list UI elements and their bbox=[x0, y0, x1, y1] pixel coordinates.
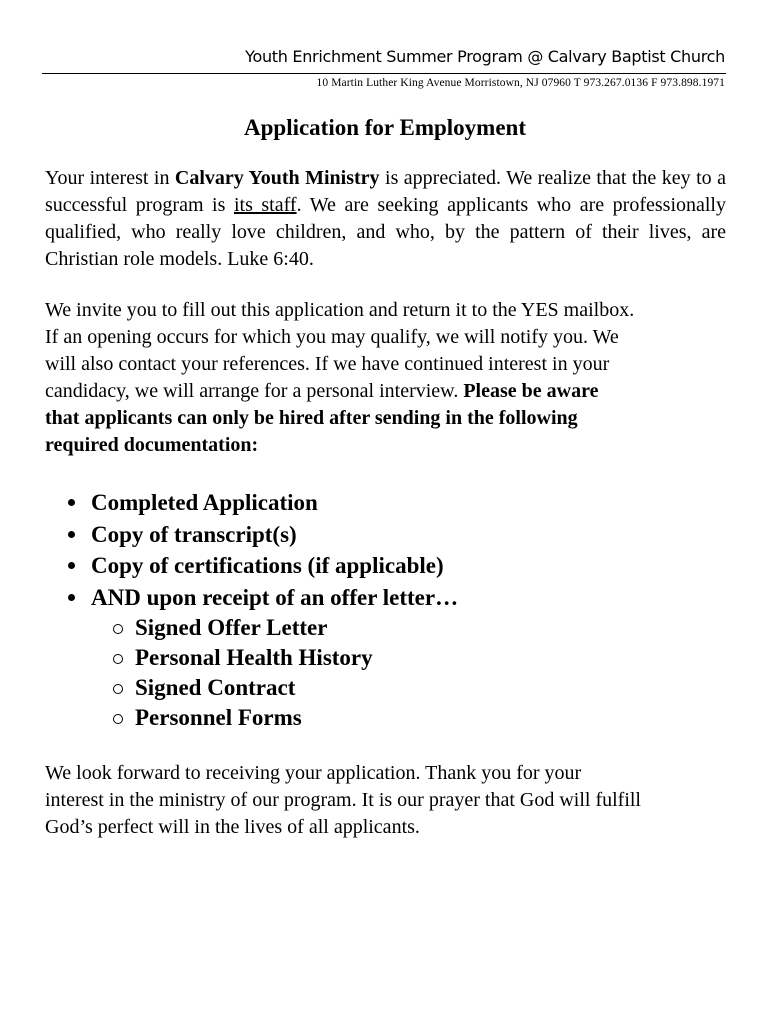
sub-list-item-label: Personnel Forms bbox=[135, 705, 302, 730]
bullet-icon bbox=[68, 594, 75, 601]
offer-letter-documents-list bbox=[68, 613, 458, 733]
closing-line-2: interest in the ministry of our program. It is our prayer that God will fulfill bbox=[45, 789, 641, 811]
list-item bbox=[68, 519, 458, 551]
offer-letter-sublist-container bbox=[68, 613, 458, 733]
list-item-label: Copy of certifications (if applicable) bbox=[91, 553, 444, 578]
sub-list-item-label: Signed Contract bbox=[135, 675, 296, 700]
instructions-line-1: We invite you to fill out this application and return it to the YES mailbox. bbox=[45, 299, 635, 321]
list-item bbox=[68, 582, 458, 614]
circle-bullet-icon bbox=[113, 714, 123, 724]
sub-list-item bbox=[113, 673, 458, 703]
instructions-line-3: will also contact your references. If we have continued interest in your bbox=[45, 353, 610, 375]
closing-line-3: God’s perfect will in the lives of all applicants. bbox=[45, 816, 420, 838]
sub-list-item-label: Signed Offer Letter bbox=[135, 615, 328, 640]
intro-paragraph bbox=[45, 165, 726, 273]
required-documents-list bbox=[68, 487, 458, 733]
instructions-line-2: If an opening occurs for which you may qualify, we will notify you. We bbox=[45, 326, 619, 348]
letterhead-address: 10 Martin Luther King Avenue Morristown, NJ 07960 T 973.267.0136 F 973.898.1971 bbox=[316, 77, 725, 89]
list-item-label: AND upon receipt of an offer letter… bbox=[91, 584, 459, 610]
circle-bullet-icon bbox=[113, 684, 123, 694]
circle-bullet-icon bbox=[113, 624, 123, 634]
bullet-icon bbox=[68, 562, 75, 569]
bullet-icon bbox=[68, 499, 75, 506]
letterhead-title: Youth Enrichment Summer Program @ Calvary Baptist Church bbox=[245, 47, 725, 66]
document-title: Application for Employment bbox=[244, 115, 526, 140]
notice-bold-3: required documentation: bbox=[45, 434, 259, 456]
notice-bold-1: Please be aware bbox=[463, 380, 599, 402]
list-item-label: Copy of transcript(s) bbox=[91, 521, 297, 547]
bullet-icon bbox=[68, 531, 75, 538]
ministry-name: Calvary Youth Ministry bbox=[174, 167, 380, 189]
list-item-label: Completed Application bbox=[91, 490, 318, 515]
instructions-line-4: candidacy, we will arrange for a personal interview. bbox=[45, 380, 464, 402]
closing-paragraph bbox=[45, 760, 726, 841]
sub-list-item-label: Personal Health History bbox=[135, 645, 373, 670]
intro-text-3: . We are seeking applicants who are professionally qualified, who really love children, and who, by the pattern of their lives, are Christian role models. Luke 6:40. bbox=[45, 194, 726, 270]
closing-line-1: We look forward to receiving your application. Thank you for your bbox=[45, 762, 582, 784]
circle-bullet-icon bbox=[113, 654, 123, 664]
letterhead-divider bbox=[42, 73, 726, 74]
sub-list-item bbox=[113, 613, 458, 643]
instructions-paragraph bbox=[45, 297, 726, 459]
sub-list-item bbox=[113, 703, 458, 733]
its-staff-emphasis: its staff bbox=[233, 194, 297, 216]
list-item bbox=[68, 550, 458, 582]
sub-list-item bbox=[113, 643, 458, 673]
intro-text-1: Your interest in bbox=[45, 167, 175, 189]
notice-bold-2: that applicants can only be hired after sending in the following bbox=[45, 407, 578, 429]
list-item bbox=[68, 487, 458, 519]
intro-text-2: is appreciated. We realize that the key to a successful program is bbox=[45, 167, 726, 216]
